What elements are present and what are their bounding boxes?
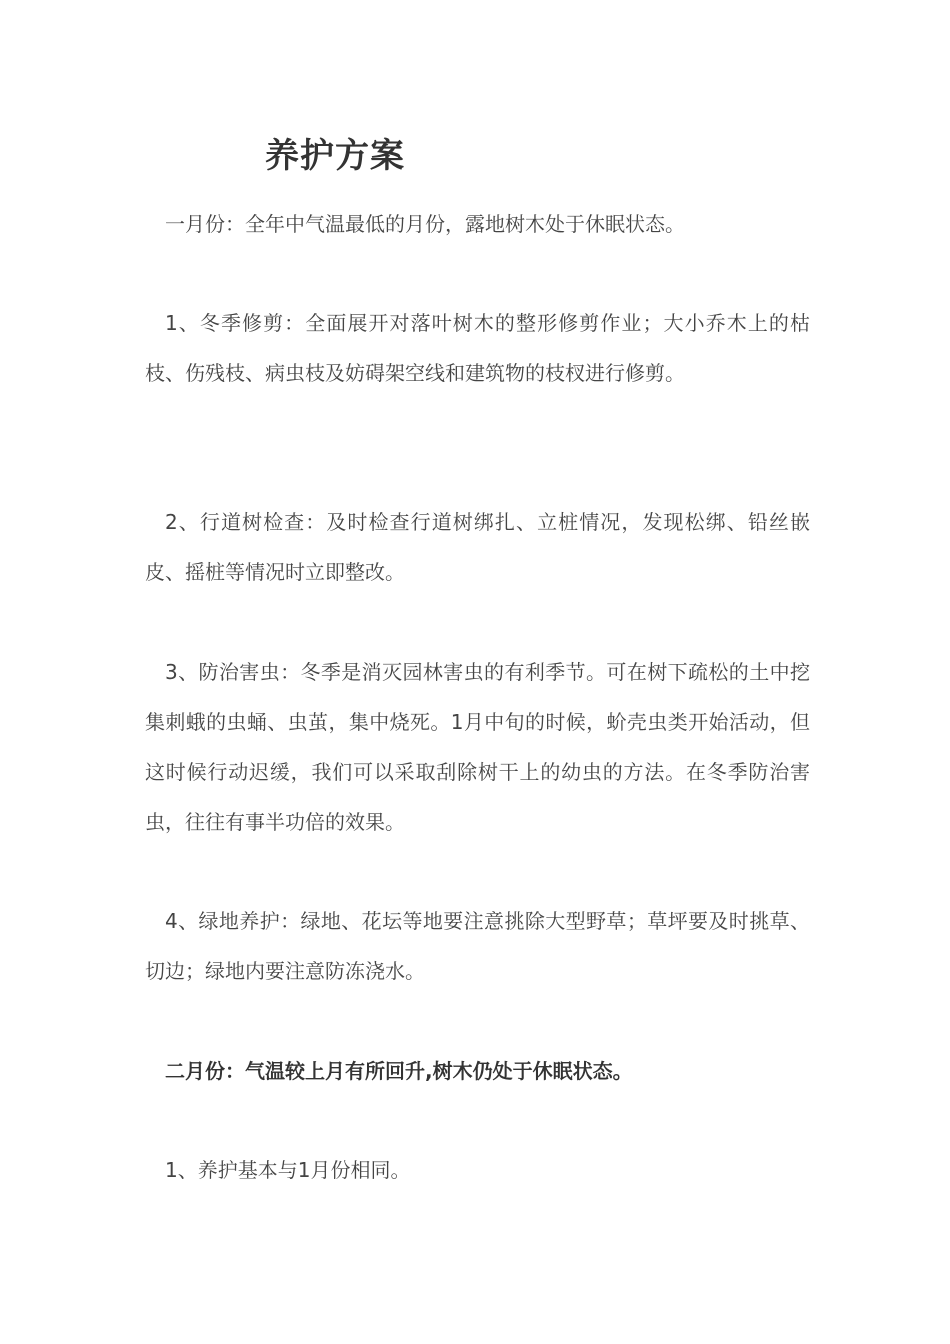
paragraph-street-tree-check: 2、行道树检查：及时检查行道树绑扎、立桩情况，发现松绑、铅丝嵌皮、摇桩等情况时立即整改。 [145,510,810,584]
paragraph-february-intro: 二月份：气温较上月有所回升,树木仍处于休眠状态。 [165,1059,633,1083]
paragraph-february-care: 1、养护基本与1月份相同。 [165,1158,411,1182]
paragraph-winter-pruning: 1、冬季修剪：全面展开对落叶树木的整形修剪作业；大小乔木上的枯枝、伤残枝、病虫枝及妨碍架空线和建筑物的枝杈进行修剪。 [145,311,810,385]
paragraph-pest-control: 3、防治害虫：冬季是消灭园林害虫的有利季节。可在树下疏松的土中挖集刺蛾的虫蛹、虫茧，集中烧死。1月中旬的时候，蚧壳虫类开始活动，但这时候行动迟缓，我们可以采取刮除树干上的幼虫的方法。在冬季防治害虫，往往有事半功倍的效果。 [145,660,810,834]
document-title: 养护方案 [265,136,405,176]
paragraph-january-intro: 一月份：全年中气温最低的月份，露地树木处于休眠状态。 [165,212,685,236]
paragraph-green-space-care: 4、绿地养护：绿地、花坛等地要注意挑除大型野草；草坪要及时挑草、切边；绿地内要注意防冻浇水。 [145,909,810,983]
